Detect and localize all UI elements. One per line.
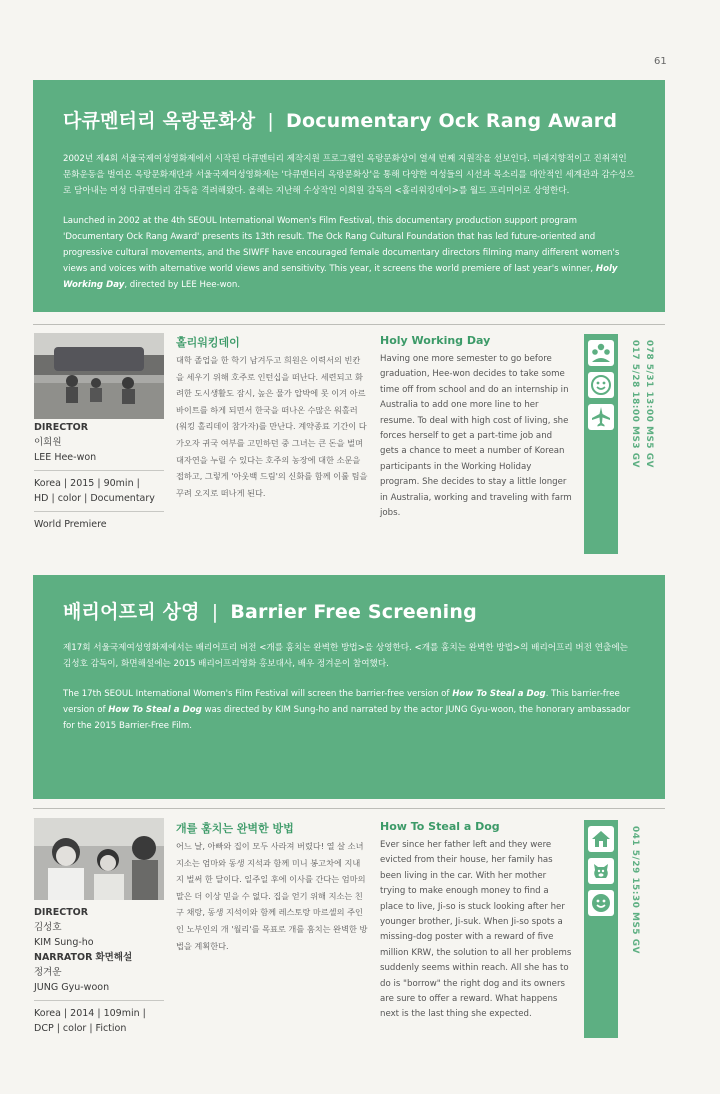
smile-face-icon bbox=[588, 372, 614, 398]
section-title bbox=[63, 106, 635, 133]
divider bbox=[33, 324, 665, 325]
women-group-icon bbox=[588, 340, 614, 366]
narrator-name-ko: 정겨운 bbox=[34, 967, 62, 978]
section-title-en: Barrier Free Screening bbox=[230, 601, 477, 623]
page-number: 61 bbox=[654, 56, 667, 67]
airplane-icon bbox=[588, 404, 614, 430]
premiere-status: World Premiere bbox=[34, 519, 107, 530]
section-title-ko: 배리어프리 상영 bbox=[63, 601, 200, 623]
film2-credits bbox=[34, 905, 164, 1036]
section-body-en: The 17th SEOUL International Women's Film Festival will screen the barrier-free version of How To Steal a Dog. This barrier-free version of How To Steal a Dog was directed by KIM Sung-ho and narrated by the actor JUNG Gyu-woon, the honorary ambassador for the 2015 Barrier-Free Film. bbox=[63, 689, 631, 731]
film-title-italic: Holy Working Day bbox=[63, 264, 618, 290]
title-separator: | bbox=[211, 601, 219, 623]
film-specs-2: DCP | color | Fiction bbox=[34, 1023, 127, 1034]
film2-title-ko: 개를 훔치는 완벽한 방법 bbox=[176, 822, 294, 835]
narrator-heading: NARRATOR 화면해설 bbox=[34, 952, 133, 963]
film2-synopsis-ko: 어느 날, 아빠와 집이 모두 사라져 버렸다! 열 살 소녀 지소는 엄마와 동생 지석과 함께 미니 봉고차에 지내지 벌써 한 달이다. 일주일 후에 이사를 간다는 엄마의 말은 더 이상 믿을 수 없다. 집을 얻기 위해 지소는 친구 채랑, 동생 지석이와 함께 레스토랑 마르셀의 주인인 노부인의 개 '월리'를 목표로 개를 훔치는 완벽한 방법을 계획한다. bbox=[176, 841, 368, 951]
film2-icon-strip bbox=[584, 820, 618, 1038]
director-label: DIRECTOR bbox=[34, 907, 89, 918]
ock-rang-award-banner bbox=[33, 80, 665, 312]
barrier-free-banner bbox=[33, 575, 665, 799]
film-specs-2: HD | color | Documentary bbox=[34, 493, 155, 504]
director-label: DIRECTOR bbox=[34, 422, 89, 433]
section-body-ko: 제17회 서울국제여성영화제에서는 배리어프리 버전 <개를 훔치는 완벽한 방법>을 상영한다. <개를 훔치는 완벽한 방법>의 배리어프리 버전 연출에는 김성호 감독이, 화면해설에는 2015 배리어프리영화 홍보대사, 배우 정겨운이 참여했다. bbox=[63, 643, 628, 669]
pig-icon bbox=[588, 858, 614, 884]
narrator-name-en: JUNG Gyu-woon bbox=[34, 982, 110, 993]
film2-schedule-1: 041 5/29 15:30 MS5 GV bbox=[630, 826, 640, 955]
film1-title-ko: 홀리워킹데이 bbox=[176, 336, 240, 349]
section-title bbox=[63, 597, 635, 624]
film-still-holy-working-day bbox=[34, 333, 164, 419]
film2-title-en: How To Steal a Dog bbox=[380, 820, 500, 833]
film1-title-en: Holy Working Day bbox=[380, 334, 491, 347]
director-name-en: LEE Hee-won bbox=[34, 452, 97, 463]
section-body-en: Launched in 2002 at the 4th SEOUL International Women's Film Festival, this documentary production support program 'Documentary Ock Rang Award' presents its 13th result. The Ock Rang Cultural Foundation that has led future-oriented and progressive cultural movements, and the SIWFF have encouraged female documentary directors filming many different women's views and voices with alternative world views and sensitivity. This year, it screens the world premiere of last year's winner, Holy Working Day, directed by LEE Hee-won. bbox=[63, 216, 620, 290]
title-separator: | bbox=[267, 110, 274, 132]
film1-icon-strip bbox=[584, 334, 618, 554]
film-title-italic: How To Steal a Dog bbox=[452, 689, 546, 699]
film1-synopsis-ko: 대학 졸업을 한 학기 남겨두고 희원은 이력서의 빈칸을 세우기 위해 호주로 인턴십을 떠난다. 세련되고 화려한 도시생활도 잠시, 높은 물가 압박에 못 이겨 아르바이트를 하게 되면서 한국을 떠나온 수많은 워홀러(워킹 홀리데이 참가자)를 만난다. 계약종료 기간이 다가오자 귀국 여부를 고민하던 중 그녀는 큰 돈을 벌며 대자연을 누릴 수 있다는 호주의 농장에 대한 소문을 접하고, 그렇게 '아웃백 드림'의 신화를 함께 이룰 팀을 꾸려 오지로 떠나게 된다. bbox=[176, 355, 368, 498]
film1-schedule-2: 078 5/31 13:00 MS5 GV bbox=[644, 340, 654, 469]
director-name-en: KIM Sung-ho bbox=[34, 937, 94, 948]
smile-icon bbox=[588, 890, 614, 916]
home-icon bbox=[588, 826, 614, 852]
film1-schedule-1: 017 5/28 18:00 MS3 GV bbox=[630, 340, 640, 469]
film-still-how-to-steal-a-dog bbox=[34, 818, 164, 900]
section-title-en: Documentary Ock Rang Award bbox=[285, 110, 618, 132]
film1-synopsis-en: Having one more semester to go before graduation, Hee-won decides to take some time off from school and do an internship in Australia to add one more line to her resume. To deal with high cost of living, she forces herself to get a part-time job and gets a chance to meet a number of Korean participants in the Working Holiday program. She decides to stay a little longer in Australia, working and traveling with farm jobs. bbox=[380, 354, 572, 519]
film-title-italic: How To Steal a Dog bbox=[108, 705, 202, 715]
credits-divider bbox=[34, 470, 164, 471]
director-name-ko: 이희원 bbox=[34, 437, 62, 448]
director-name-ko: 김성호 bbox=[34, 922, 62, 933]
section-body-ko: 2002년 제4회 서울국제여성영화제에서 시작된 다큐멘터리 제작지원 프로그램인 옥랑문화상이 열세 번째 지원작을 선보인다. 미래지향적이고 진취적인 문화운동을 벌여온 옥랑문화재단과 서울국제여성영화제는 '다큐멘터리 옥랑문화상'을 통해 다양한 여성들의 시선과 목소리를 대안적인 세계관과 감수성으로 담아내는 여성 다큐멘터리 감독을 격려해왔다. 올해는 지난해 수상작인 이희원 감독의 <홀리워킹데이>를 월드 프리미어로 상영한다. bbox=[63, 154, 635, 196]
credits-divider bbox=[34, 511, 164, 512]
film1-credits bbox=[34, 420, 164, 532]
film-specs: Korea | 2014 | 109min | bbox=[34, 1008, 146, 1019]
credits-divider bbox=[34, 1000, 164, 1001]
divider bbox=[33, 808, 665, 809]
section-title-ko: 다큐멘터리 옥랑문화상 bbox=[63, 110, 256, 132]
film-specs: Korea | 2015 | 90min | bbox=[34, 478, 140, 489]
film2-synopsis-en: Ever since her father left and they were evicted from their house, her family has been living in the car. With her mother trying to make enough money to find a place to live, Ji-so is stuck looking after her younger brother, Ji-suk. When Ji-so spots a missing-dog poster with a reward of five million KRW, the solution to all her problems suddenly seems within reach. All she has to do is "borrow" the right dog and its owners are sure to offer a reward. What happens next is the last thing she expected. bbox=[380, 840, 572, 1020]
